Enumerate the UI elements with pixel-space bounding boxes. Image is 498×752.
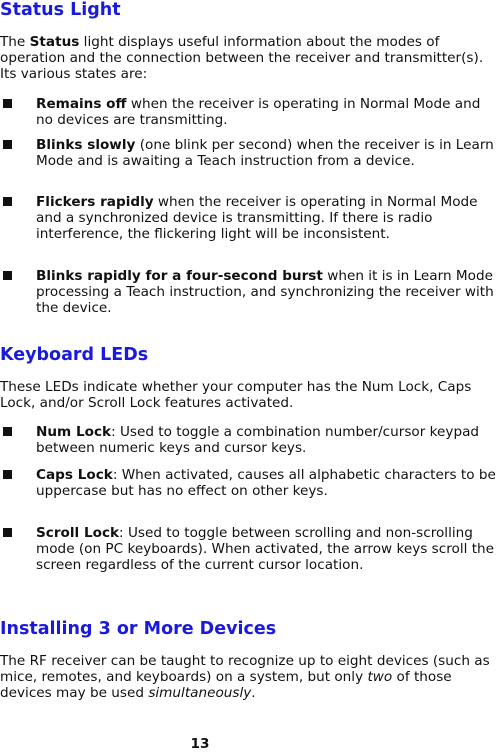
bullet-square-icon bbox=[3, 99, 12, 108]
installing-devices-heading: Installing 3 or More Devices bbox=[0, 619, 277, 639]
status-light-intro: The Status light displays useful information about the modes of operation and the connection between the receiver and transmitter(s). Its various states are: bbox=[0, 34, 484, 82]
bullet-square-icon bbox=[3, 427, 12, 436]
installing-devices-paragraph: The RF receiver can be taught to recognize up to eight devices (such as mice, remotes, and keyboards) on a system, but only two of those devices may be used simultaneously. bbox=[0, 653, 490, 701]
bullet-square-icon bbox=[3, 140, 12, 149]
keyboard-leds-heading: Keyboard LEDs bbox=[0, 345, 149, 365]
status-light-heading: Status Light bbox=[0, 0, 121, 20]
bullet-square-icon bbox=[3, 197, 12, 206]
keyboard-leds-intro: These LEDs indicate whether your computer has the Num Lock, Caps Lock, and/or Scroll Lock features activated. bbox=[0, 379, 472, 411]
bullet-square-icon bbox=[3, 470, 12, 479]
page-number: 13 bbox=[190, 736, 210, 752]
bullet-square-icon bbox=[3, 528, 12, 537]
bullet-square-icon bbox=[3, 271, 12, 280]
